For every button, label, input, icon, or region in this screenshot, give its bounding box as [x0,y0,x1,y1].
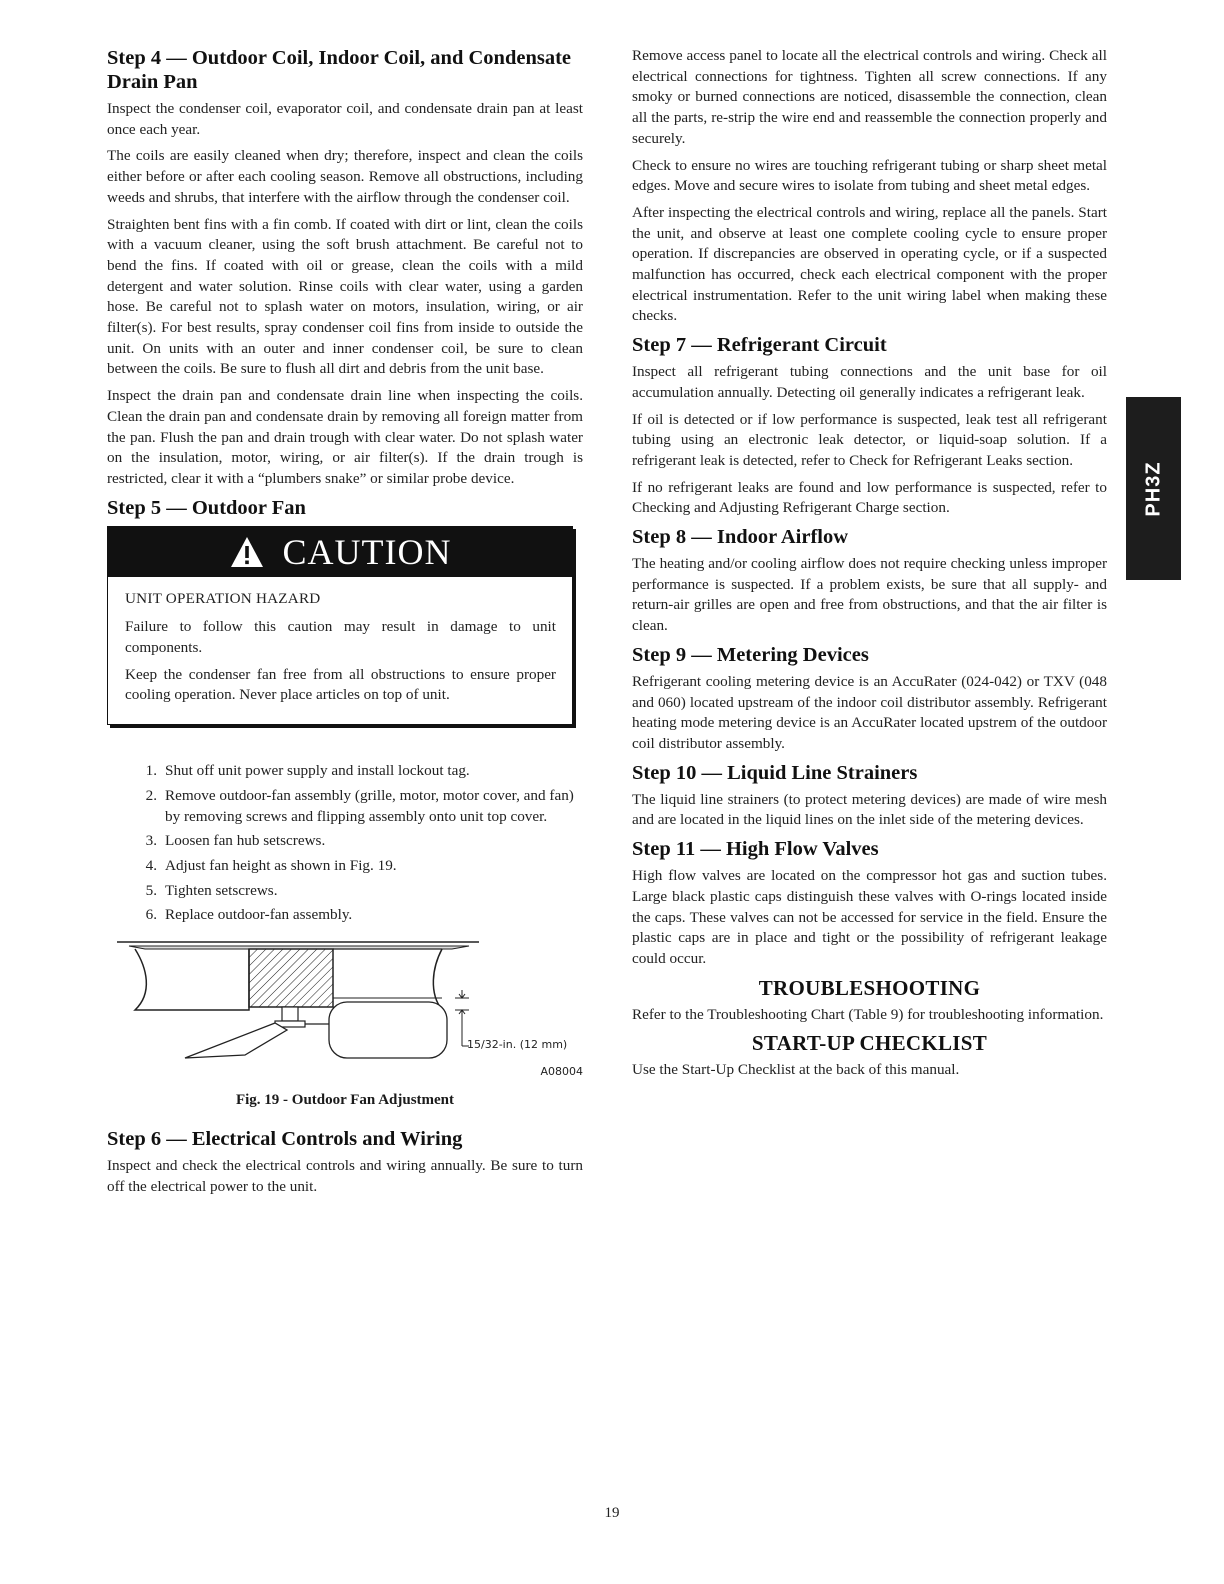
startup-checklist-heading: START-UP CHECKLIST [751,1031,988,1056]
step8-paragraph-1: The heating and/or cooling airflow does not require checking unless improper performance is suspected. If a problem exists, be sure that all supply- and return-air grilles are open and free from obstructions, and that the air filter is clean. [632,555,1107,635]
step9-heading: Step 9 — Metering Devices [632,643,869,666]
caution-label: CAUTION [282,531,452,572]
startup-checklist-paragraph: Use the Start-Up Checklist at the back of this manual. [632,1061,960,1079]
step4-paragraph-4: Inspect the drain pan and condensate drain line when inspecting the coils. Clean the drain pan and condensate drain by removing all foreign matter from the pan. Flush the pan and drain trough with clear water. Do not splash water on the insulation, motor, wiring, or air filter(s). If the drain trough is restricted, clear it with a “plumbers snake” or similar probe device. [107,387,583,487]
caution-body [108,577,572,725]
model-side-tab [1126,397,1181,580]
step4-paragraph-2: The coils are easily cleaned when dry; therefore, inspect and clean the coils either before or after each cooling season. Remove all obstructions, including weeds and shrubs, that interfere with the airflow through the condenser coil. [107,147,583,206]
step4-paragraph-1: Inspect the condenser coil, evaporator coil, and condensate drain pan at least once each year. [107,100,583,138]
step9-paragraph-1: Refrigerant cooling metering device is an AccuRater (024-042) or TXV (048 and 060) located upstream of the indoor coil distributor assembly. Refrigerant heating mode metering device is an AccuRater located upstrem of the outdoor coil distributor assembly. [632,672,1107,752]
step4-paragraph-3: Straighten bent fins with a fin comb. If coated with dirt or lint, clean the coils with a vacuum cleaner, using the soft brush attachment. Be careful not to bend the fins. If coated with oil or grease, clean the coils with a mild detergent and water solution. Rinse coils with clear water, using a garden hose. Be careful not to splash water on motors, insulation, wiring, or air filter(s). For best results, spray condenser coil fins from inside to outside the unit. On units with an outer and inner condenser coil, be sure to clean between the coils. Be sure to flush all dirt and debris from the unit base. [107,215,583,378]
step11-heading: Step 11 — High Flow Valves [632,838,879,861]
fan-procedure-list [107,761,583,926]
step7-paragraph-3: If no refrigerant leaks are found and low performance is suspected, refer to Checking and Adjusting Refrigerant Charge section. [632,478,1107,517]
caution-box [107,526,573,726]
caution-paragraph-1: Failure to follow this caution may result in damage to unit components. [125,618,556,657]
dimension-label: 15/32-in. (12 mm) [467,1038,568,1052]
caution-hazard-title: UNIT OPERATION HAZARD [125,589,321,607]
list-item: 2. Remove outdoor-fan assembly (grille, motor, motor cover, and fan) by removing screws and flipping assembly onto unit top cover. [145,786,574,825]
step10-paragraph-1: The liquid line strainers (to protect metering devices) are made of wire mesh and are located in the liquid lines on the inlet side of the metering devices. [632,790,1107,829]
list-item: 1. Shut off unit power supply and install lockout tag. [145,762,470,780]
left-column [107,46,583,1204]
troubleshooting-paragraph: Refer to the Troubleshooting Chart (Table 9) for troubleshooting information. [632,1005,1104,1023]
figure-caption: Fig. 19 - Outdoor Fan Adjustment [235,1092,455,1109]
fan-diagram [107,938,583,1088]
figure-code: A08004 [540,1065,583,1079]
step10-heading: Step 10 — Liquid Line Strainers [632,761,918,784]
troubleshooting-heading: TROUBLESHOOTING [758,975,981,1000]
step7-paragraph-2: If oil is detected or if low performance is suspected, leak test all refrigerant tubing using an electronic leak detector, or liquid-soap solution. If a refrigerant leak is detected, refer to Check for Refrigerant Leaks section. [632,410,1107,469]
list-item: 5. Tighten setscrews. [145,881,278,899]
step6-paragraph-1: Inspect and check the electrical controls and wiring annually. Be sure to turn off the electrical power to the unit. [107,1157,583,1195]
step11-paragraph-1: High flow valves are located on the compressor hot gas and suction tubes. Large black plastic caps distinguish these valves with O-rings located inside the caps. These valves can not be accessed for service in the field. Ensure the plastic caps are in place and tight or the possibility of refrigerant leakage could occur. [632,867,1107,967]
step6-paragraph-4: After inspecting the electrical controls and wiring, replace all the panels. Start the unit, and observe at least one complete cooling cycle to ensure proper operation. If discrepancies are observed in operating cycle, or if a suspected malfunction has occurred, check each electrical component with the proper electrical instrumentation. Refer to the unit wiring label when making these checks. [632,203,1107,325]
step6-heading: Step 6 — Electrical Controls and Wiring [107,1128,463,1151]
right-column [632,46,1107,1087]
list-item: 6. Replace outdoor-fan assembly. [145,906,353,924]
step6-paragraph-2: Remove access panel to locate all the electrical controls and wiring. Check all electrical connections for tightness. Tighten all screw connections. If any smoky or burned connections are noticed, disassemble the connection, clean all the parts, re-strip the wire end and reassemble the connection properly and securely. [632,47,1107,147]
step4-heading: Step 4 — Outdoor Coil, Indoor Coil, and Condensate Drain Pan [107,47,571,93]
step7-paragraph-1: Inspect all refrigerant tubing connections and the unit base for oil accumulation annually. Detecting oil generally indicates a refrigerant leak. [632,363,1107,401]
warning-triangle-icon [229,535,265,569]
caution-banner [108,527,572,577]
fan-adjustment-figure [107,938,583,1088]
step6-paragraph-3: Check to ensure no wires are touching refrigerant tubing or sharp sheet metal edges. Move and secure wires to isolate from tubing and sheet metal edges. [632,156,1107,195]
step5-heading: Step 5 — Outdoor Fan [107,496,306,519]
caution-paragraph-2: Keep the condenser fan free from all obstructions to ensure proper cooling operation. Never place articles on top of unit. [125,665,556,704]
model-side-tab-label: PH3Z [1142,460,1164,517]
list-item: 3. Loosen fan hub setscrews. [145,832,326,850]
step7-heading: Step 7 — Refrigerant Circuit [632,334,887,357]
step8-heading: Step 8 — Indoor Airflow [632,526,849,549]
page-number: 19 [604,1505,620,1521]
list-item: 4. Adjust fan height as shown in Fig. 19. [145,856,397,874]
